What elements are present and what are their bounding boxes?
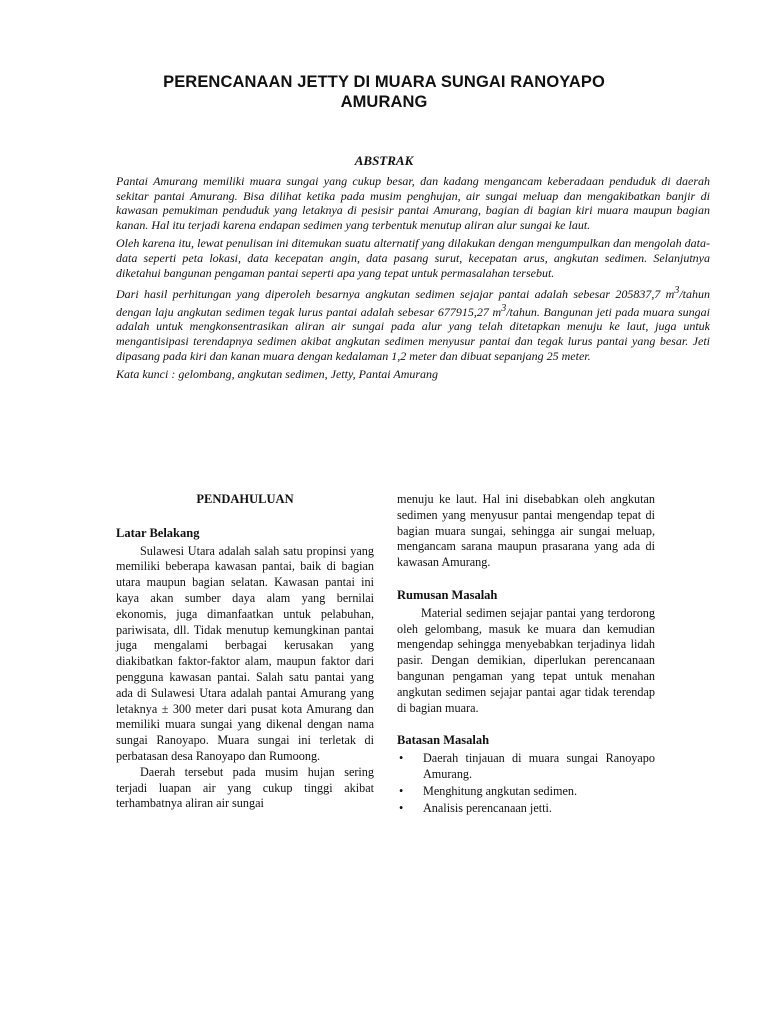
bullet-icon: • [399,751,404,766]
abstract-heading: ABSTRAK [354,153,414,168]
bullet-icon: • [399,800,404,815]
latar-paragraph-2: Daerah tersebut pada musim hujan sering terjadi luapan air yang cukup tinggi akibat terhambatnya aliran air sungai [116,764,374,811]
bullet-icon: • [399,783,404,798]
left-column [116,492,374,812]
spacer [397,571,655,588]
continued-paragraph: menuju ke laut. Hal ini disebabkan oleh angkutan sedimen yang menyusur pantai mengendap tepat di bagian muara sungai, sehingga air sungai meluap, mengancam sarana maupun prasarana yang ada di kawasan Amurang. [397,492,655,570]
rumusan-paragraph: Material sedimen sejajar pantai yang terdorong oleh gelombang, masuk ke muara dan kemudian mengendap sehingga menyebabkan terjadinya lidah pasir. Dengan demikian, diperlukan perencanaan bangunan pengaman yang tepat untuk menahan angkutan sedimen sejajar pantai agar tidak terendap di bagian muara. [397,605,655,715]
abstract-paragraph-3 [116,284,710,363]
list-item [397,751,655,783]
abstract-paragraph-1: Pantai Amurang memiliki muara sungai yang cukup besar, dan kadang mengancam keberadaan penduduk di daerah sekitar pantai Amurang. Bisa dilihat ketika pada musim penghujan, air sungai meluap dan mengakibatkan banjir di kawasan pemukiman penduduk yang letaknya di pesisir pantai Amurang, bagian di bagian kiri muara maupun bagian kanan. Hal itu terjadi karena endapan sedimen yang terbentuk menutup aliran alur sungai ke laut. [116,174,710,232]
abstract-body [116,174,710,386]
abstract-p3-part-c: /tahun. Bangunan jeti pada muara sungai adalah untuk mengkonsentrasikan aliran air sungai pada alur yang telah ditetapkan menuju ke laut, juga untuk mengantisipasi terendapnya sedimen akibat angkutan sedimen menyusur pantai dan tegak lurus pantai yang besar. Jeti dipasang pada kiri dan kanan muara dengan kedalaman 1,2 meter dan dibuat sepanjang 25 meter. [116,304,711,363]
subsection-title-rumusan-masalah: Rumusan Masalah [397,587,498,602]
batasan-list [397,751,655,816]
list-item [397,784,655,800]
list-item-text: Analisis perencanaan jetti. [423,800,552,815]
subsection-title-latar-belakang: Latar Belakang [116,525,200,540]
spacer [397,716,655,733]
paper-title: PERENCANAAN JETTY DI MUARA SUNGAI RANOYAPO AMURANG [163,73,605,111]
superscript-cubic-1: 3 [674,285,680,297]
keywords: Kata kunci : gelombang, angkutan sedimen, Jetty, Pantai Amurang [116,367,439,382]
list-item-text: Menghitung angkutan sedimen. [423,783,578,798]
abstract-paragraph-2: Oleh karena itu, lewat penulisan ini ditemukan suatu alternatif yang dilakukan dengan mengumpulkan dan mengolah data-data seperti peta lokasi, data kecepatan angin, data pasang surut, kecepatan arus, angkutan sedimen. Selanjutnya diketahui bangunan pengaman pantai seperti apa yang tepat untuk permasalahan tersebut. [116,236,710,280]
subsection-title-batasan-masalah: Batasan Masalah [397,733,490,748]
abstract-p3-part-a: Dari hasil perhitungan yang diperoleh besarnya angkutan sedimen sejajar pantai adalah sebesar 205837,7 m [116,287,675,302]
superscript-cubic-2: 3 [501,302,507,314]
latar-paragraph-1: Sulawesi Utara adalah salah satu propinsi yang memiliki beberapa kawasan pantai, baik di bagian utara maupun bagian selatan. Kawasan pantai ini kaya akan sumber daya alam yang bernilai ekonomis, juga dimanfaatkan untuk pelabuhan, pariwisata, dll. Tidak menutup kemungkinan pantai juga mengalami berbagai kerusakan yang diakibatkan faktor-faktor alam, maupun faktor dari pengguna kawasan pantai. Salah satu pantai yang ada di Sulawesi Utara adalah pantai Amurang yang letaknya ± 300 meter dari pusat kota Amurang dan memiliki muara sungai yang dikenal dengan nama sungai Ranoyapo. Muara sungai ini terletak di perbatasan desa Ranoyapo dan Rumoong. [116,543,374,763]
abstract-p3-part-b: /tahun dengan laju angkutan sedimen tegak lurus pantai adalah sebesar 677915,27 m [116,287,710,319]
right-column [397,492,655,817]
list-item-text: Daerah tinjauan di muara sungai Ranoyapo Amurang. [423,751,655,781]
list-item [397,801,655,817]
section-title-pendahuluan: PENDAHULUAN [196,492,294,506]
